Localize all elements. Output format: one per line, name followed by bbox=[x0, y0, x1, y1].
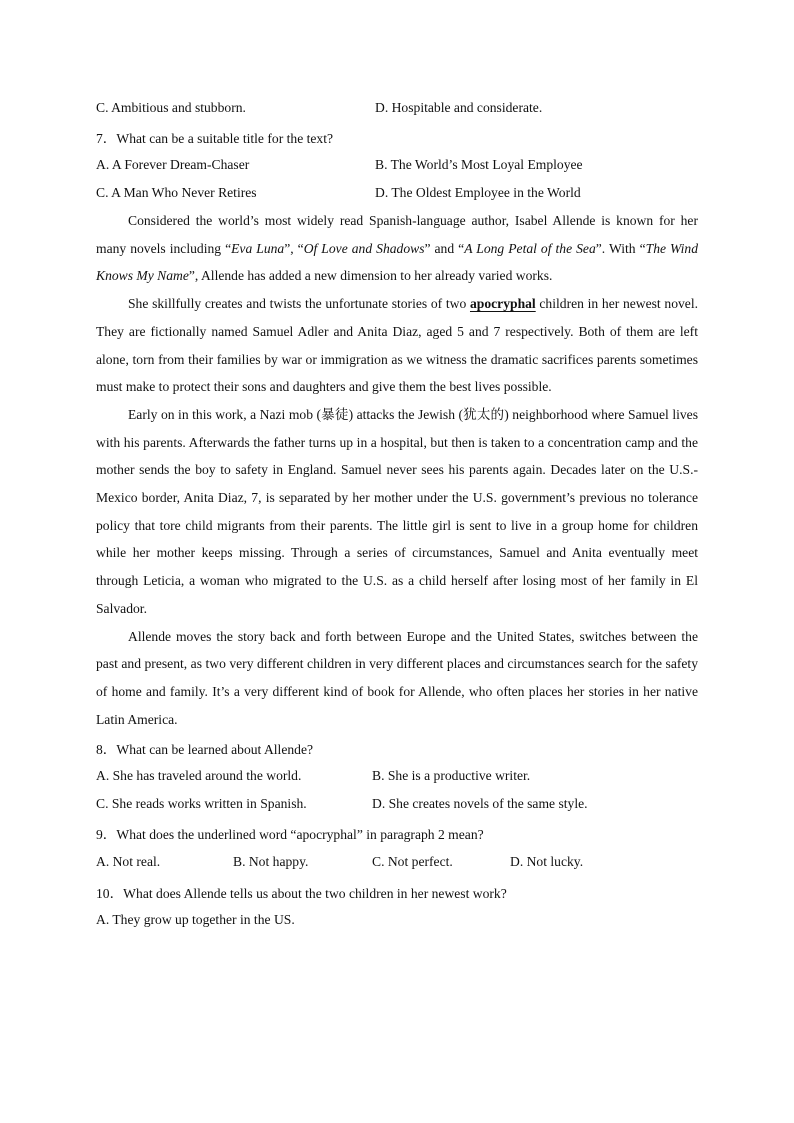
underlined-word-apocryphal: apocryphal bbox=[469, 296, 536, 312]
q9-option-d: D. Not lucky. bbox=[510, 854, 584, 870]
q8-option-a: A. She has traveled around the world. bbox=[96, 768, 302, 784]
q9-option-c: C. Not perfect. bbox=[372, 854, 453, 870]
q7-options-cd bbox=[96, 179, 698, 207]
q8-option-b: B. She is a productive writer. bbox=[372, 768, 531, 784]
q8-option-d: D. She creates novels of the same style. bbox=[372, 796, 588, 812]
q7-options-ab bbox=[96, 151, 698, 179]
exam-page bbox=[96, 94, 698, 934]
p1-text-3: ” and “ bbox=[424, 240, 465, 256]
book-title-eva-luna: Eva Luna bbox=[231, 240, 285, 256]
passage-paragraph-4: Allende moves the story back and forth between Europe and the United States, switches between the past and present, as two very different children in very different places and circumstances search for the safety of home and family. It’s a very different kind of book for Allende, who often places her stories in her native Latin America. bbox=[96, 628, 698, 727]
book-title-of-love-and-shadows: Of Love and Shadows bbox=[303, 240, 425, 256]
book-title-wind-knows-my-name: The Wind Knows My Name bbox=[96, 240, 699, 284]
q8-option-c: C. She reads works written in Spanish. bbox=[96, 796, 307, 812]
p1-text-1: Considered the world’s most widely read Spanish-language author, Isabel Allende is known for her many novels including “ bbox=[96, 213, 698, 256]
q7-stem: 7．What can be a suitable title for the text? bbox=[96, 130, 334, 146]
p2-text-1: She skillfully creates and twists the unfortunate stories of two bbox=[128, 296, 470, 312]
q7-option-b: B. The World’s Most Loyal Employee bbox=[375, 157, 583, 172]
q10-stem: 10．What does Allende tells us about the two children in her newest work? bbox=[96, 885, 507, 901]
q9-option-a: A. Not real. bbox=[96, 854, 161, 870]
q8-options-ab bbox=[96, 762, 698, 790]
book-title-a-long-petal: A Long Petal of the Sea bbox=[464, 240, 596, 256]
q7-option-c: C. A Man Who Never Retires bbox=[96, 185, 257, 200]
passage-paragraph-3: Early on in this work, a Nazi mob (暴徒) attacks the Jewish (犹太的) neighborhood where Samuel lives with his parents. Afterwards the father turns up in a hospital, but then is taken to a concentration camp and the mother sends the boy to safety in England. Samuel never sees his parents again. Decades later on the U.S.-Mexico border, Anita Diaz, 7, is separated by her mother under the U.S. government’s previous no tolerance policy that tore child migrants from their parents. The little girl is sent to live in a group home for children while her mother keeps missing. Through a series of circumstances, Samuel and Anita eventually meet through Leticia, a woman who migrated to the U.S. as a child herself after losing most of her family in El Salvador. bbox=[96, 406, 698, 616]
q6-option-d: D. Hospitable and considerate. bbox=[375, 100, 543, 115]
p1-text-4: ”. With “ bbox=[595, 240, 646, 256]
q9-options bbox=[96, 847, 698, 877]
passage-paragraph-1 bbox=[96, 207, 698, 290]
p1-text-2: ”, “ bbox=[284, 240, 304, 256]
q7-option-a: A. A Forever Dream-Chaser bbox=[96, 157, 250, 172]
q6-options-cd bbox=[96, 94, 698, 122]
q7-option-d: D. The Oldest Employee in the World bbox=[375, 185, 581, 200]
q9-stem: 9．What does the underlined word “apocryphal” in paragraph 2 mean? bbox=[96, 826, 484, 842]
q8-stem: 8．What can be learned about Allende? bbox=[96, 741, 314, 757]
q9-option-b: B. Not happy. bbox=[233, 854, 309, 870]
q6-option-c: C. Ambitious and stubborn. bbox=[96, 100, 246, 115]
p1-text-5: ”, Allende has added a new dimension to her already varied works. bbox=[188, 268, 553, 284]
passage-paragraph-2 bbox=[96, 290, 698, 401]
p2-text-2: children in her newest novel. They are fictionally named Samuel Adler and Anita Diaz, aged 5 and 7 respectively. Both of them are left alone, torn from their families by war or immigration as we witness the dramatic sacrifices parents sometimes must make to protect their sons and daughters and give them the best lives possible. bbox=[96, 296, 698, 395]
q8-options-cd bbox=[96, 790, 698, 818]
q10-option-a: A. They grow up together in the US. bbox=[96, 912, 295, 928]
